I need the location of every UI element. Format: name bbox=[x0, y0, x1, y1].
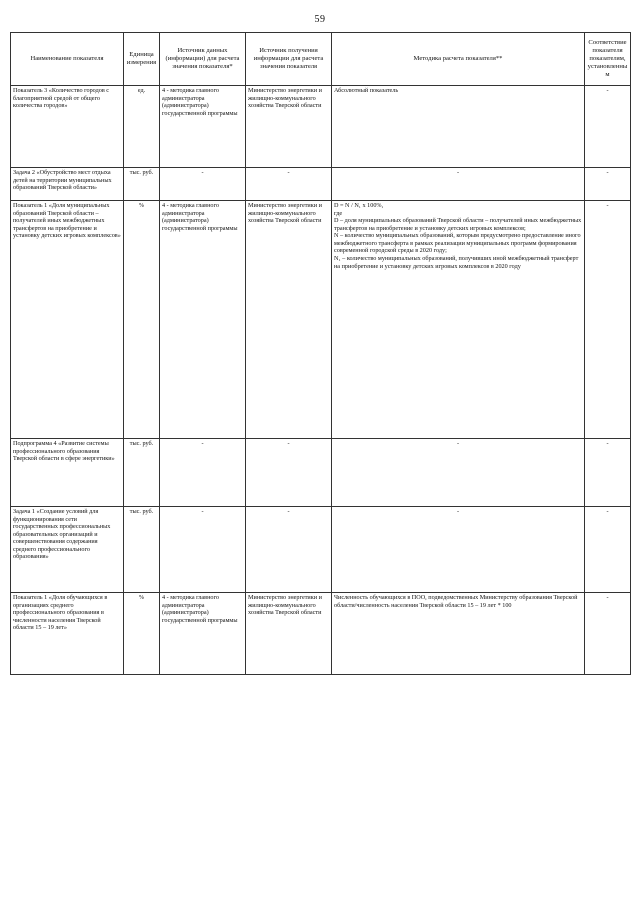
cell-info-source: Министерство энергетики и жилищно-коммунального хозяйства Тверской области bbox=[246, 593, 332, 675]
cell-indicator-name: Показатель 1 «Доля муниципальных образований Тверской области – получателей иных межбюджетных трансфертов на приобретение и установку детских игровых комплексов» bbox=[11, 201, 124, 439]
cell-data-source: - bbox=[160, 168, 246, 201]
method-line: - bbox=[456, 169, 460, 176]
cell-indicator-name: Показатель 1 «Доля обучающихся в организациях среднего профессионального образования в численности населения Тверской области 15 – 19 лет» bbox=[11, 593, 124, 675]
cell-compliance: - bbox=[585, 168, 631, 201]
table-row bbox=[11, 507, 631, 593]
formula-line: D = N / N₁ x 100%, bbox=[334, 202, 384, 209]
cell-unit: тыс. руб. bbox=[124, 507, 160, 593]
table-header-row bbox=[11, 33, 631, 86]
cell-data-source: 4 - методика главного администратора (администратора) государственной программы bbox=[160, 201, 246, 439]
table-row bbox=[11, 593, 631, 675]
method-line: N – количество муниципальных образований, которым предусмотрено предоставление иного межбюджетного трансферта в рамках реализации муниципальных программ формирования современной городской среды в 2020 году; bbox=[334, 232, 581, 255]
cell-compliance: - bbox=[585, 439, 631, 507]
header-unit: Единица измерения bbox=[124, 33, 160, 86]
method-line: Абсолютный показатель bbox=[334, 87, 399, 94]
cell-calculation-method bbox=[332, 439, 585, 507]
cell-calculation-method bbox=[332, 86, 585, 168]
cell-indicator-name: Задача 2 «Обустройство мест отдыха детей на территории муниципальных образований Тверской области» bbox=[11, 168, 124, 201]
cell-data-source: - bbox=[160, 507, 246, 593]
cell-info-source: - bbox=[246, 168, 332, 201]
cell-calculation-method bbox=[332, 593, 585, 675]
cell-info-source: - bbox=[246, 439, 332, 507]
method-line: где bbox=[334, 209, 343, 217]
cell-indicator-name: Подпрограмма 4 «Развитие системы профессионального образования Тверской области в сфере энергетики» bbox=[11, 439, 124, 507]
header-data-source: Источник данных (информации) для расчета значения показателя* bbox=[160, 33, 246, 86]
page-number: 59 bbox=[314, 14, 326, 25]
indicators-table bbox=[10, 32, 631, 675]
cell-data-source: 4 - методика главного администратора (администратора) государственной программы bbox=[160, 86, 246, 168]
header-info-source: Источник получения информации для расчета значения показателя bbox=[246, 33, 332, 86]
method-line: - bbox=[456, 508, 460, 515]
cell-unit: тыс. руб. bbox=[124, 439, 160, 507]
header-calculation-method: Методика расчета показателя** bbox=[332, 33, 585, 86]
cell-data-source: - bbox=[160, 439, 246, 507]
table-row bbox=[11, 168, 631, 201]
cell-calculation-method bbox=[332, 201, 585, 439]
cell-info-source: Министерство энергетики и жилищно-коммунального хозяйства Тверской области bbox=[246, 86, 332, 168]
cell-unit: тыс. руб. bbox=[124, 168, 160, 201]
cell-unit: % bbox=[124, 593, 160, 675]
cell-info-source: - bbox=[246, 507, 332, 593]
cell-unit: % bbox=[124, 201, 160, 439]
table-row bbox=[11, 201, 631, 439]
cell-compliance: - bbox=[585, 593, 631, 675]
cell-info-source: Министерство энергетики и жилищно-коммунального хозяйства Тверской области bbox=[246, 201, 332, 439]
cell-compliance: - bbox=[585, 86, 631, 168]
table-row bbox=[11, 86, 631, 168]
cell-indicator-name: Задача 1 «Создание условий для функционирования сети государственных профессиональных образовательных организаций и совершенствования содержания среднего профессионального образования» bbox=[11, 507, 124, 593]
cell-calculation-method bbox=[332, 507, 585, 593]
cell-unit: ед. bbox=[124, 86, 160, 168]
method-line: N₁ – количество муниципальных образований, получивших иной межбюджетный трансферт на приобретение и установку детских игровых комплексов в 2020 году bbox=[334, 254, 579, 270]
header-indicator-name: Наименование показателя bbox=[11, 33, 124, 86]
cell-compliance: - bbox=[585, 507, 631, 593]
method-line: D – доля муниципальных образований Тверской области – получателей иных межбюджетных трансфертов на приобретение и установку детских игровых комплексов; bbox=[334, 217, 582, 232]
method-line: - bbox=[456, 440, 460, 447]
header-compliance: Соответствие показателя показателям, установленным bbox=[585, 33, 631, 86]
cell-data-source: 4 - методика главного администратора (администратора) государственной программы bbox=[160, 593, 246, 675]
table-row bbox=[11, 439, 631, 507]
cell-calculation-method bbox=[332, 168, 585, 201]
cell-compliance: - bbox=[585, 201, 631, 439]
method-line: Численность обучающихся в ПОО, подведомственных Министерству образования Тверской области/численность населения Тверской области 15 – 19 лет * 100 bbox=[334, 594, 578, 609]
cell-indicator-name: Показатель 3 «Количество городов с благоприятной средой от общего количества городов» bbox=[11, 86, 124, 168]
